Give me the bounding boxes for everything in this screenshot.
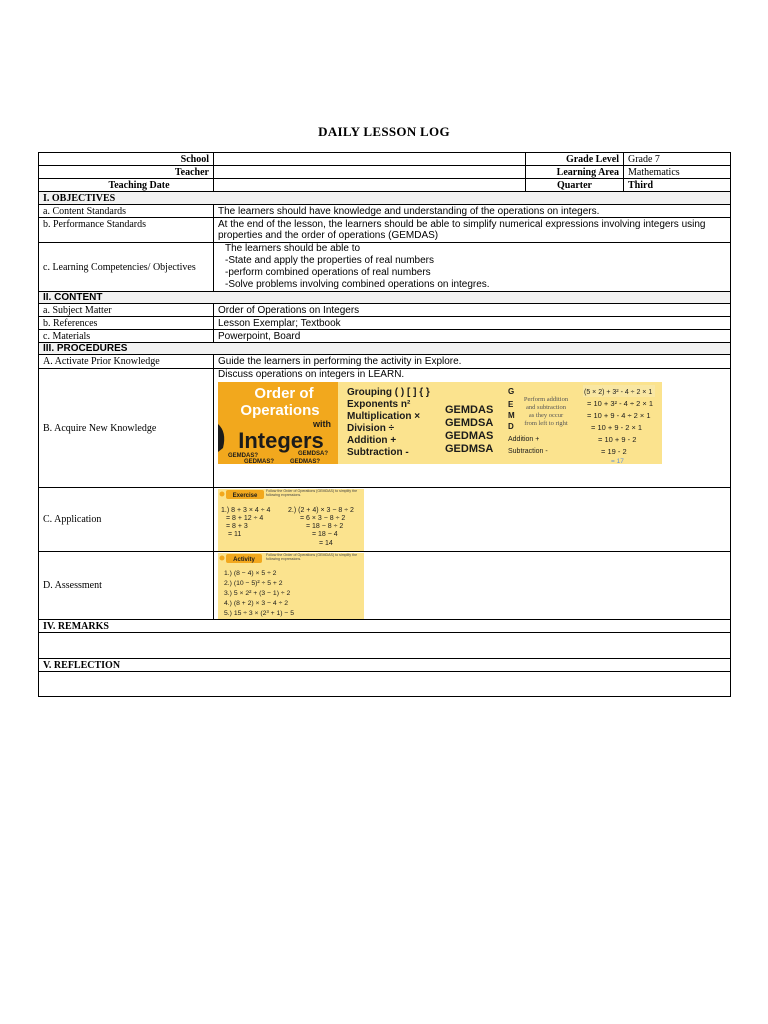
gemdas-slide [338, 382, 503, 464]
activity-item: 1.) (8 − 4) × 5 ÷ 2 [224, 570, 277, 577]
slide1-line2: Operations [240, 402, 320, 419]
slide3-step: = 10 + 9 - 4 ÷ 2 × 1 [587, 411, 651, 420]
performance-standards-row [39, 218, 731, 243]
exercise-line: = 8 + 3 [226, 522, 248, 530]
slide3-subtraction: Subtraction - [508, 448, 548, 455]
exercise-instructions: Follow the Order of Operations (GEMDAS) to simplify the following expressions. [266, 488, 358, 497]
order-of-operations-slide [218, 382, 338, 464]
subject-matter-text: Order of Operations on Integers [214, 304, 731, 317]
learning-competencies-label: c. Learning Competencies/ Objectives [39, 243, 214, 292]
exercise-line: = 18 − 8 ÷ 2 [306, 522, 344, 530]
acquire-row [39, 369, 731, 488]
reflection-field[interactable] [39, 672, 731, 697]
assessment-row [39, 552, 731, 620]
slide1-tag: GEDMAS? [244, 459, 274, 464]
procedures-heading: III. PROCEDURES [39, 343, 731, 355]
activity-instructions: Follow the Order of Operations (GEMDAS) to simplify the following expressions. [266, 553, 358, 562]
content-standards-row [39, 205, 731, 218]
slide1-line1: Order of [254, 385, 314, 402]
activity-item: 3.) 5 × 2² + (3 − 1) ÷ 2 [224, 590, 291, 597]
quarter-label: Quarter [526, 179, 624, 192]
activity-image [218, 553, 364, 619]
exercise-line: = 6 × 3 − 8 ÷ 2 [300, 514, 346, 522]
slide3-step: (5 × 2) + 3² - 4 ÷ 2 × 1 [584, 389, 653, 396]
teaching-date-row [39, 179, 731, 192]
gemdas-variant: GEDMAS [445, 430, 494, 442]
activate-label: A. Activate Prior Knowledge [39, 355, 214, 369]
gemdas-item: Exponents n² [347, 399, 411, 410]
assessment-label: D. Assessment [39, 552, 214, 620]
acquire-text: Discuss operations on integers in LEARN. [218, 369, 405, 380]
learning-competencies-row [39, 243, 731, 292]
subject-matter-label: a. Subject Matter [39, 304, 214, 317]
content-heading-row [39, 292, 731, 304]
learning-area-value: Mathematics [624, 166, 731, 179]
slide1-tag: GEMDAS? [228, 453, 258, 459]
subject-matter-row [39, 304, 731, 317]
references-text: Lesson Exemplar; Textbook [214, 317, 731, 330]
competency-line: The learners should be able to [225, 243, 361, 254]
objectives-heading: I. OBJECTIVES [39, 192, 731, 205]
materials-row [39, 330, 731, 343]
materials-text: Powerpoint, Board [214, 330, 731, 343]
competency-line: -Solve problems involving combined operations on integres. [225, 279, 490, 290]
activity-item: 4.) (8 + 2) × 3 − 4 ÷ 2 [224, 600, 288, 607]
reflection-heading: V. REFLECTION [39, 659, 731, 672]
gemdas-letter: E [508, 400, 514, 409]
competency-line: -State and apply the properties of real numbers [225, 255, 435, 266]
slide1-with: with [313, 419, 331, 429]
materials-label: c. Materials [39, 330, 214, 343]
worked-example-slide [503, 382, 662, 464]
remarks-heading-row [39, 620, 731, 633]
page-title: DAILY LESSON LOG [318, 124, 450, 139]
application-row [39, 488, 731, 552]
teacher-row [39, 166, 731, 179]
remarks-field[interactable] [39, 633, 731, 659]
teaching-date-label: Teaching Date [39, 179, 214, 192]
gemdas-item: Subtraction - [347, 447, 409, 458]
exercise-badge: Exercise [232, 492, 258, 499]
activate-row [39, 355, 731, 369]
slide3-step: = 10 + 9 - 2 [598, 435, 637, 444]
exercise-line: = 11 [228, 530, 242, 538]
slide3-step: = 10 + 9 - 2 × 1 [591, 423, 643, 432]
exercise-line: = 8 + 12 ÷ 4 [226, 514, 264, 522]
gemdas-variant: GEMDAS [445, 404, 494, 416]
activate-text: Guide the learners in performing the activity in Explore. [214, 355, 731, 369]
slide1-tag: GEDMAS? [290, 459, 320, 464]
acquire-label: B. Acquire New Knowledge [39, 369, 214, 488]
exercise-line: = 14 [319, 539, 333, 547]
gemdas-letter: M [508, 411, 515, 420]
references-label: b. References [39, 317, 214, 330]
exercise-image [218, 489, 364, 551]
content-standards-text: The learners should have knowledge and understanding of the operations on integers. [214, 205, 731, 218]
gemdas-variant: GEMDSA [445, 417, 494, 429]
slide3-note: as they occur [528, 412, 564, 419]
procedures-heading-row [39, 343, 731, 355]
school-row [39, 153, 731, 166]
gemdas-item: Division ÷ [347, 423, 395, 434]
learning-area-label: Learning Area [526, 166, 624, 179]
assessment-cell [214, 552, 731, 620]
application-label: C. Application [39, 488, 214, 552]
slide1-tag: GEMDSA? [298, 451, 328, 457]
exercise-line: 1.) 8 + 3 × 4 ÷ 4 [221, 506, 271, 514]
competency-line: -perform combined operations of real numbers [225, 267, 431, 278]
school-value[interactable] [214, 153, 526, 166]
gemdas-letter: G [508, 387, 515, 396]
slide3-step: = 19 - 2 [601, 447, 627, 456]
gemdas-item: Grouping ( ) [ ] { } [347, 387, 430, 398]
slide3-note: from left to right [524, 420, 568, 427]
quarter-value: Third [624, 179, 731, 192]
content-heading: II. CONTENT [39, 292, 731, 304]
exercise-line: 2.) (2 + 4) × 3 − 8 ÷ 2 [288, 506, 354, 514]
remarks-row [39, 633, 731, 659]
application-cell [214, 488, 731, 552]
exercise-line: = 18 − 4 [312, 530, 338, 538]
objectives-heading-row [39, 192, 731, 205]
school-label: School [39, 153, 214, 166]
performance-standards-text: At the end of the lesson, the learners should be able to simplify numerical expressions involving integers using properties and the order of operations (GEMDAS) [214, 218, 731, 243]
slide3-addition: Addition + [508, 436, 540, 443]
grade-level-value: Grade 7 [624, 153, 731, 166]
lesson-log-table [38, 152, 731, 697]
teacher-label: Teacher [39, 166, 214, 179]
gemdas-variant: GEDMSA [445, 443, 494, 455]
teaching-date-value[interactable] [214, 179, 526, 192]
activity-badge: Activity [233, 557, 255, 563]
content-standards-label: a. Content Standards [39, 205, 214, 218]
slide3-note: Perform addition [523, 396, 569, 403]
slide1-big: Integers [238, 428, 324, 453]
gemdas-letter: D [508, 422, 514, 431]
slide3-note: and subtraction [526, 404, 566, 411]
learning-competencies-text [214, 243, 731, 292]
gemdas-item: Addition + [347, 435, 397, 446]
slide3-step: = 10 + 3² - 4 ÷ 2 × 1 [587, 399, 654, 408]
slide3-step: = 17 [611, 458, 624, 464]
acquire-cell [214, 369, 731, 488]
remarks-heading: IV. REMARKS [39, 620, 731, 633]
grade-level-label: Grade Level [526, 153, 624, 166]
reflection-heading-row [39, 659, 731, 672]
reflection-row [39, 672, 731, 697]
teacher-value[interactable] [214, 166, 526, 179]
references-row [39, 317, 731, 330]
performance-standards-label: b. Performance Standards [39, 218, 214, 243]
gemdas-item: Multiplication × [347, 411, 421, 422]
activity-item: 2.) (10 − 5)² ÷ 5 + 2 [224, 580, 283, 587]
activity-item: 5.) 15 ÷ 3 × (2³ + 1) − 5 [224, 610, 295, 617]
